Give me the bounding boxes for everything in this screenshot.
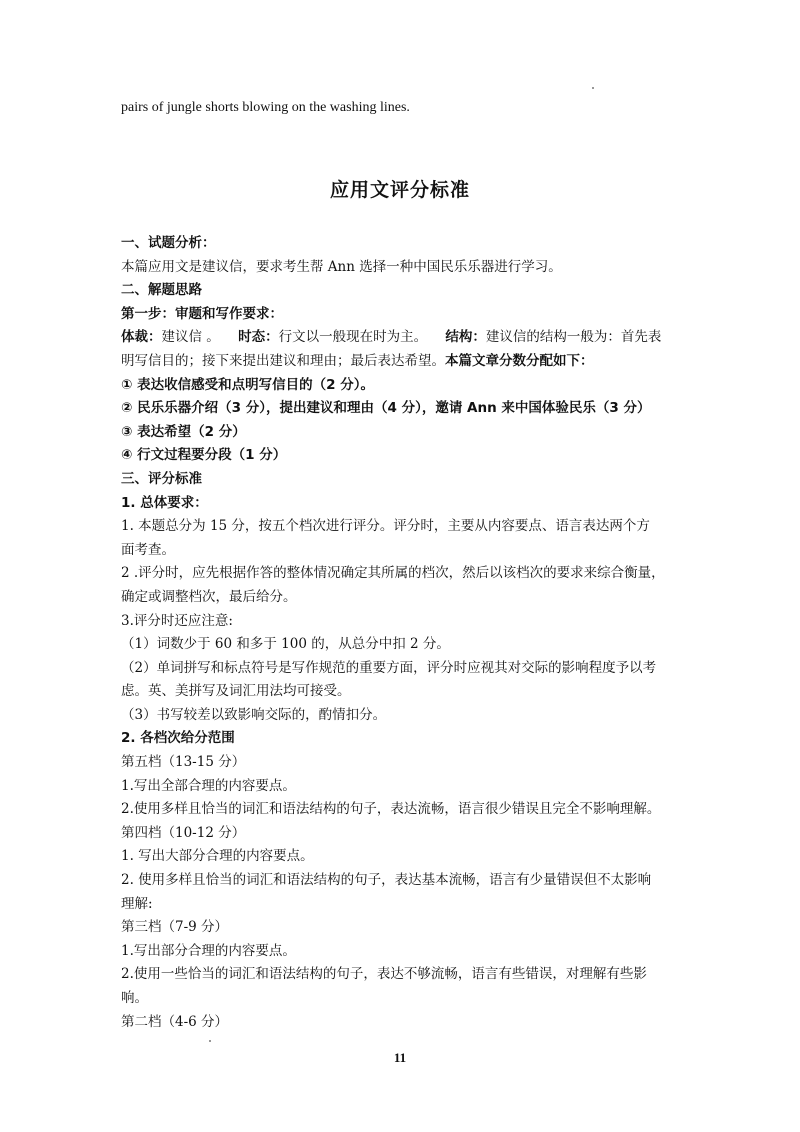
paragraph-line: 1.写出部分合理的内容要点。 — [121, 942, 296, 959]
paragraph-line: 1.写出全部合理的内容要点。 — [121, 777, 296, 794]
subsection-heading: 1. 总体要求： — [121, 494, 208, 511]
speck-mark — [209, 1040, 211, 1042]
paragraph-line: （1）词数少于 60 和多于 100 的，从总分中扣 2 分。 — [121, 636, 450, 653]
genre-label: 体裁： — [121, 329, 162, 346]
section-heading: 二、解题思路 — [121, 282, 202, 299]
paragraph-line: 本篇应用文是建议信，要求考生帮 Ann 选择一种中国民乐乐器进行学习。 — [121, 258, 562, 275]
paragraph-line: 2.使用一些恰当的词汇和语法结构的句子，表达不够流畅，语言有些错误，对理解有些影 — [121, 966, 647, 983]
paragraph-line: 面考查。 — [121, 541, 175, 558]
section-heading: 三、评分标准 — [121, 470, 202, 487]
subsection-heading: 2. 各档次给分范围 — [121, 730, 235, 747]
structure-value: 建议信的结构一般为：首先表 — [485, 329, 662, 346]
requirements-line — [121, 350, 683, 374]
paragraph-line: 确定或调整档次，最后给分。 — [121, 588, 297, 605]
step-heading: 第一步：审题和写作要求： — [121, 305, 283, 322]
requirements-line — [121, 326, 683, 350]
allocation-intro: 本篇文章分数分配如下： — [445, 352, 594, 369]
band-heading: 第二档（4-6 分） — [121, 1013, 229, 1030]
paragraph-line: 2 .评分时，应先根据作答的整体情况确定其所属的档次，然后以该档次的要求来综合衡量， — [121, 565, 665, 582]
page-title: 应用文评分标准 — [329, 179, 470, 201]
tense-value: 行文以一般现在时为主。 — [278, 329, 432, 346]
score-item: ③ 表达希望（2 分） — [121, 423, 246, 440]
continued-text-line: pairs of jungle shorts blowing on the washing lines. — [121, 100, 410, 115]
structure-continued: 明写信目的；接下来提出建议和理由；最后表达希望。 — [121, 352, 445, 369]
score-item: ② 民乐乐器介绍（3 分），提出建议和理由（4 分），邀请 Ann 来中国体验民乐（3 分） — [121, 400, 651, 417]
band-heading: 第五档（13-15 分） — [121, 754, 246, 771]
band-heading: 第四档（10-12 分） — [121, 824, 246, 841]
tense-label: 时态： — [238, 329, 279, 346]
speck-mark — [592, 87, 594, 89]
page-number: 11 — [393, 1050, 407, 1065]
paragraph-line: （2）单词拼写和标点符号是写作规范的重要方面，评分时应视其对交际的影响程度予以考 — [121, 659, 657, 676]
paragraph-line: 2.使用多样且恰当的词汇和语法结构的句子，表达流畅，语言很少错误且完全不影响理解。 — [121, 801, 661, 818]
paragraph-line: 3.评分时还应注意: — [121, 612, 233, 629]
genre-value: 建议信 。 — [161, 329, 225, 346]
paragraph-line: （3）书写较差以致影响交际的，酌情扣分。 — [121, 706, 387, 723]
document-body — [121, 232, 683, 1034]
paragraph-line: 理解: — [121, 895, 153, 912]
paragraph-line: 1. 写出大部分合理的内容要点。 — [121, 848, 314, 865]
paragraph-line: 1. 本题总分为 15 分，按五个档次进行评分。评分时，主要从内容要点、语言表达两个方 — [121, 518, 650, 535]
paragraph-line: 响。 — [121, 990, 148, 1006]
score-item: ④ 行文过程要分段（1 分） — [121, 447, 287, 464]
paragraph-line: 2. 使用多样且恰当的词汇和语法结构的句子，表达基本流畅，语言有少量错误但不太影响 — [121, 872, 652, 889]
paragraph-line: 虑。英、美拼写及词汇用法均可接受。 — [121, 683, 351, 700]
structure-label: 结构： — [445, 329, 486, 346]
section-heading: 一、试题分析： — [121, 235, 216, 251]
band-heading: 第三档（7-9 分） — [121, 919, 229, 936]
score-item: ① 表达收信感受和点明写信目的（2 分）。 — [121, 376, 374, 393]
